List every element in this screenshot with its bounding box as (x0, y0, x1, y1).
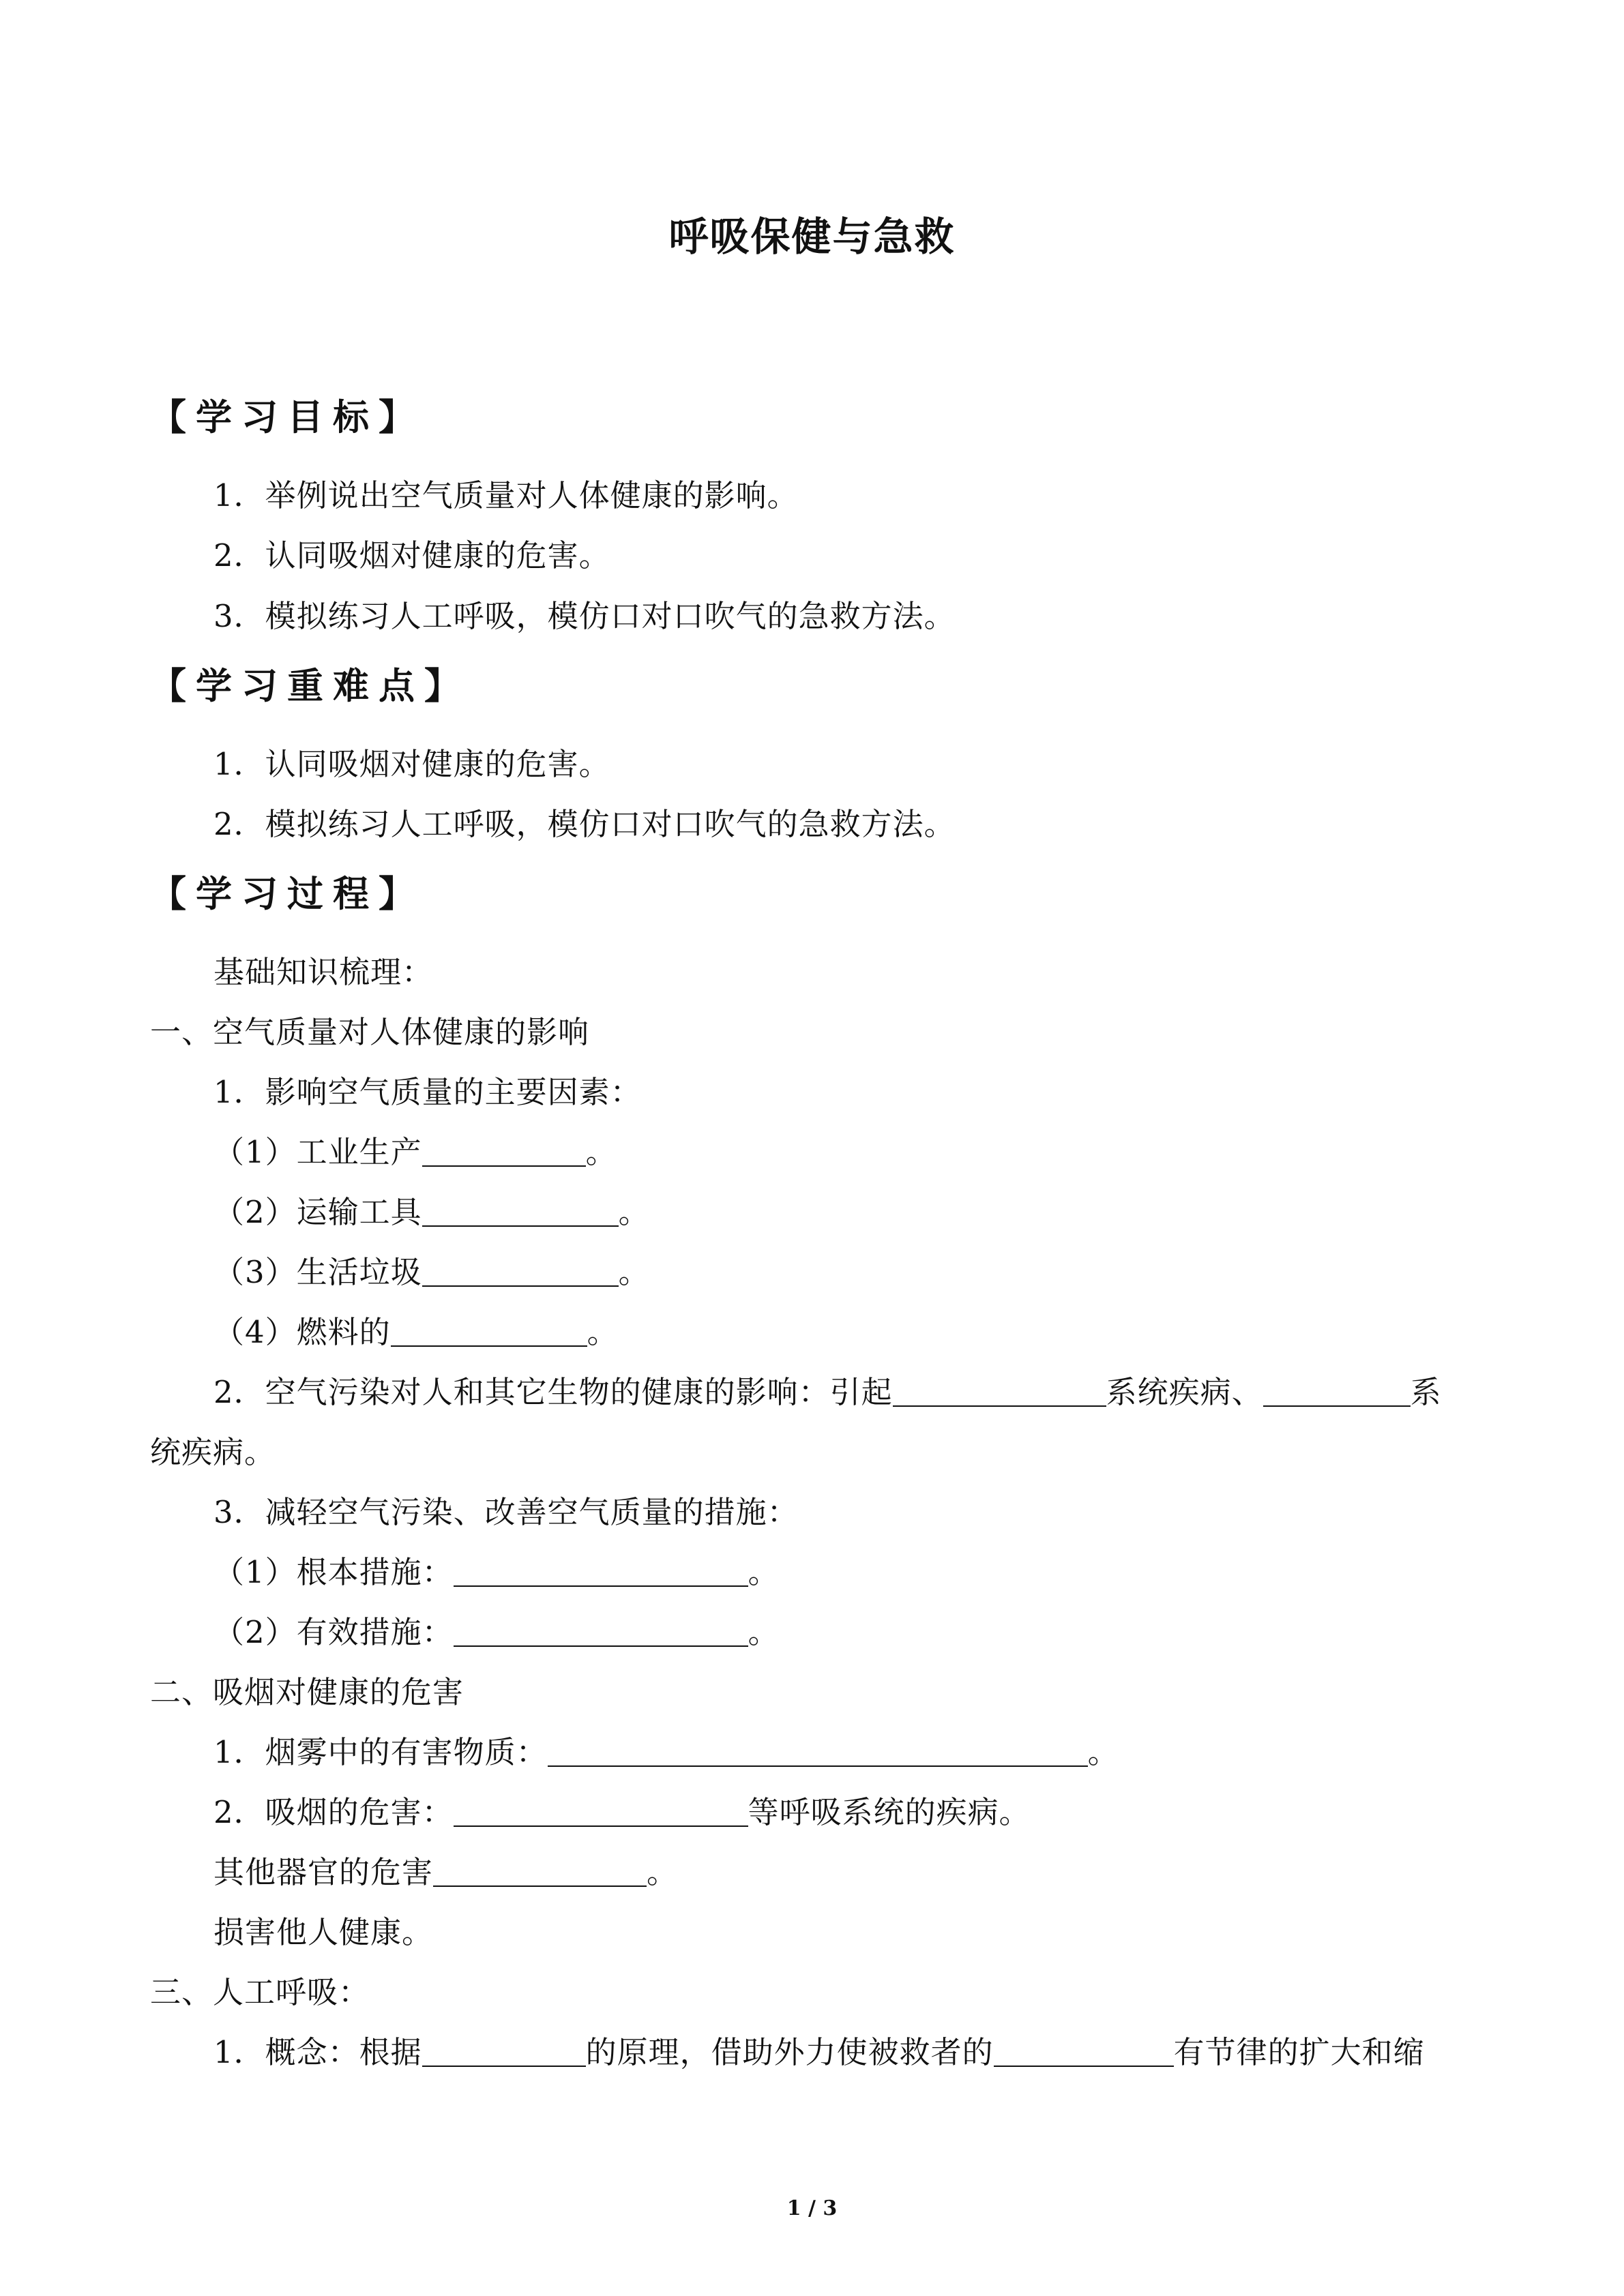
part1-factor-3 (213, 1254, 650, 1290)
question-2-text-a: 2．空气污染对人和其它生物的健康的影响：引起 (213, 1374, 893, 1410)
period: 。 (587, 1314, 619, 1350)
page-title: 呼吸保健与急救 (668, 213, 956, 260)
period: 。 (647, 1854, 679, 1890)
answer-blank[interactable] (433, 1858, 647, 1887)
question-1-label: 1．烟雾中的有害物质： (213, 1734, 548, 1770)
answer-blank[interactable] (454, 1798, 748, 1827)
answer-blank[interactable] (994, 2038, 1174, 2067)
answer-blank[interactable] (548, 1738, 1088, 1767)
part1-question-2-cont: 统疾病。 (150, 1434, 276, 1470)
section-heading-goals: 【学习目标】 (150, 396, 424, 438)
answer-blank[interactable] (391, 1318, 587, 1347)
part1-measure-2 (213, 1614, 780, 1650)
process-intro: 基础知识梳理： (213, 954, 434, 990)
question-2-text-c: 系 (1410, 1374, 1442, 1410)
key-point-item-2: 2．模拟练习人工呼吸，模仿口对口吹气的急救方法。 (213, 806, 956, 842)
period: 。 (748, 1614, 780, 1650)
part2-other-organs (213, 1854, 679, 1890)
period: 。 (618, 1194, 650, 1230)
answer-blank[interactable] (422, 1198, 619, 1227)
part3-heading: 三、人工呼吸： (150, 1974, 370, 2010)
part1-factor-4 (213, 1314, 619, 1350)
question-1-text-b: 的原理，借助外力使被救者的 (585, 2034, 994, 2070)
measure-1-label: （1）根本措施： (213, 1554, 454, 1590)
goal-item-2: 2．认同吸烟对健康的危害。 (213, 537, 610, 573)
part1-factor-1 (213, 1134, 617, 1170)
answer-blank[interactable] (454, 1618, 748, 1647)
answer-blank[interactable] (454, 1558, 748, 1587)
part3-question-1 (213, 2034, 1425, 2070)
part1-question-1: 1．影响空气质量的主要因素： (213, 1074, 642, 1110)
goal-item-1: 1．举例说出空气质量对人体健康的影响。 (213, 477, 799, 513)
question-2-label: 2．吸烟的危害： (213, 1794, 454, 1830)
part1-question-2 (213, 1374, 1442, 1410)
period: 。 (1087, 1734, 1119, 1770)
question-1-text-c: 有节律的扩大和缩 (1173, 2034, 1425, 2070)
part1-factor-2 (213, 1194, 650, 1230)
page-number: 1 / 3 (786, 2196, 838, 2220)
part2-question-2 (213, 1794, 1031, 1830)
answer-blank[interactable] (893, 1378, 1106, 1407)
factor-1-label: （1）工业生产 (213, 1134, 422, 1170)
measure-2-label: （2）有效措施： (213, 1614, 454, 1650)
question-2-text-b: 系统疾病、 (1106, 1374, 1263, 1410)
period: 。 (618, 1254, 650, 1290)
answer-blank[interactable] (1263, 1378, 1411, 1407)
part1-question-3: 3．减轻空气污染、改善空气质量的措施： (213, 1494, 799, 1530)
period: 。 (748, 1554, 780, 1590)
part2-heading: 二、吸烟对健康的危害 (150, 1674, 464, 1710)
factor-4-label: （4）燃料的 (213, 1314, 391, 1350)
goal-item-3: 3．模拟练习人工呼吸，模仿口对口吹气的急救方法。 (213, 598, 956, 634)
key-point-item-1: 1．认同吸烟对健康的危害。 (213, 746, 610, 782)
period: 。 (585, 1134, 617, 1170)
part1-measure-1 (213, 1554, 780, 1590)
answer-blank[interactable] (422, 1258, 619, 1287)
answer-blank[interactable] (422, 1138, 586, 1167)
part2-others-health: 损害他人健康。 (213, 1914, 434, 1950)
section-heading-process: 【学习过程】 (150, 873, 424, 915)
factor-2-label: （2）运输工具 (213, 1194, 422, 1230)
answer-blank[interactable] (422, 2038, 586, 2067)
part1-heading: 一、空气质量对人体健康的影响 (150, 1014, 590, 1050)
other-organs-label: 其他器官的危害 (213, 1854, 434, 1890)
section-heading-key-points: 【学习重难点】 (150, 665, 470, 707)
part2-question-1 (213, 1734, 1119, 1770)
factor-3-label: （3）生活垃圾 (213, 1254, 422, 1290)
question-1-text-a: 1．概念：根据 (213, 2034, 422, 2070)
question-2-suffix: 等呼吸系统的疾病。 (748, 1794, 1031, 1830)
